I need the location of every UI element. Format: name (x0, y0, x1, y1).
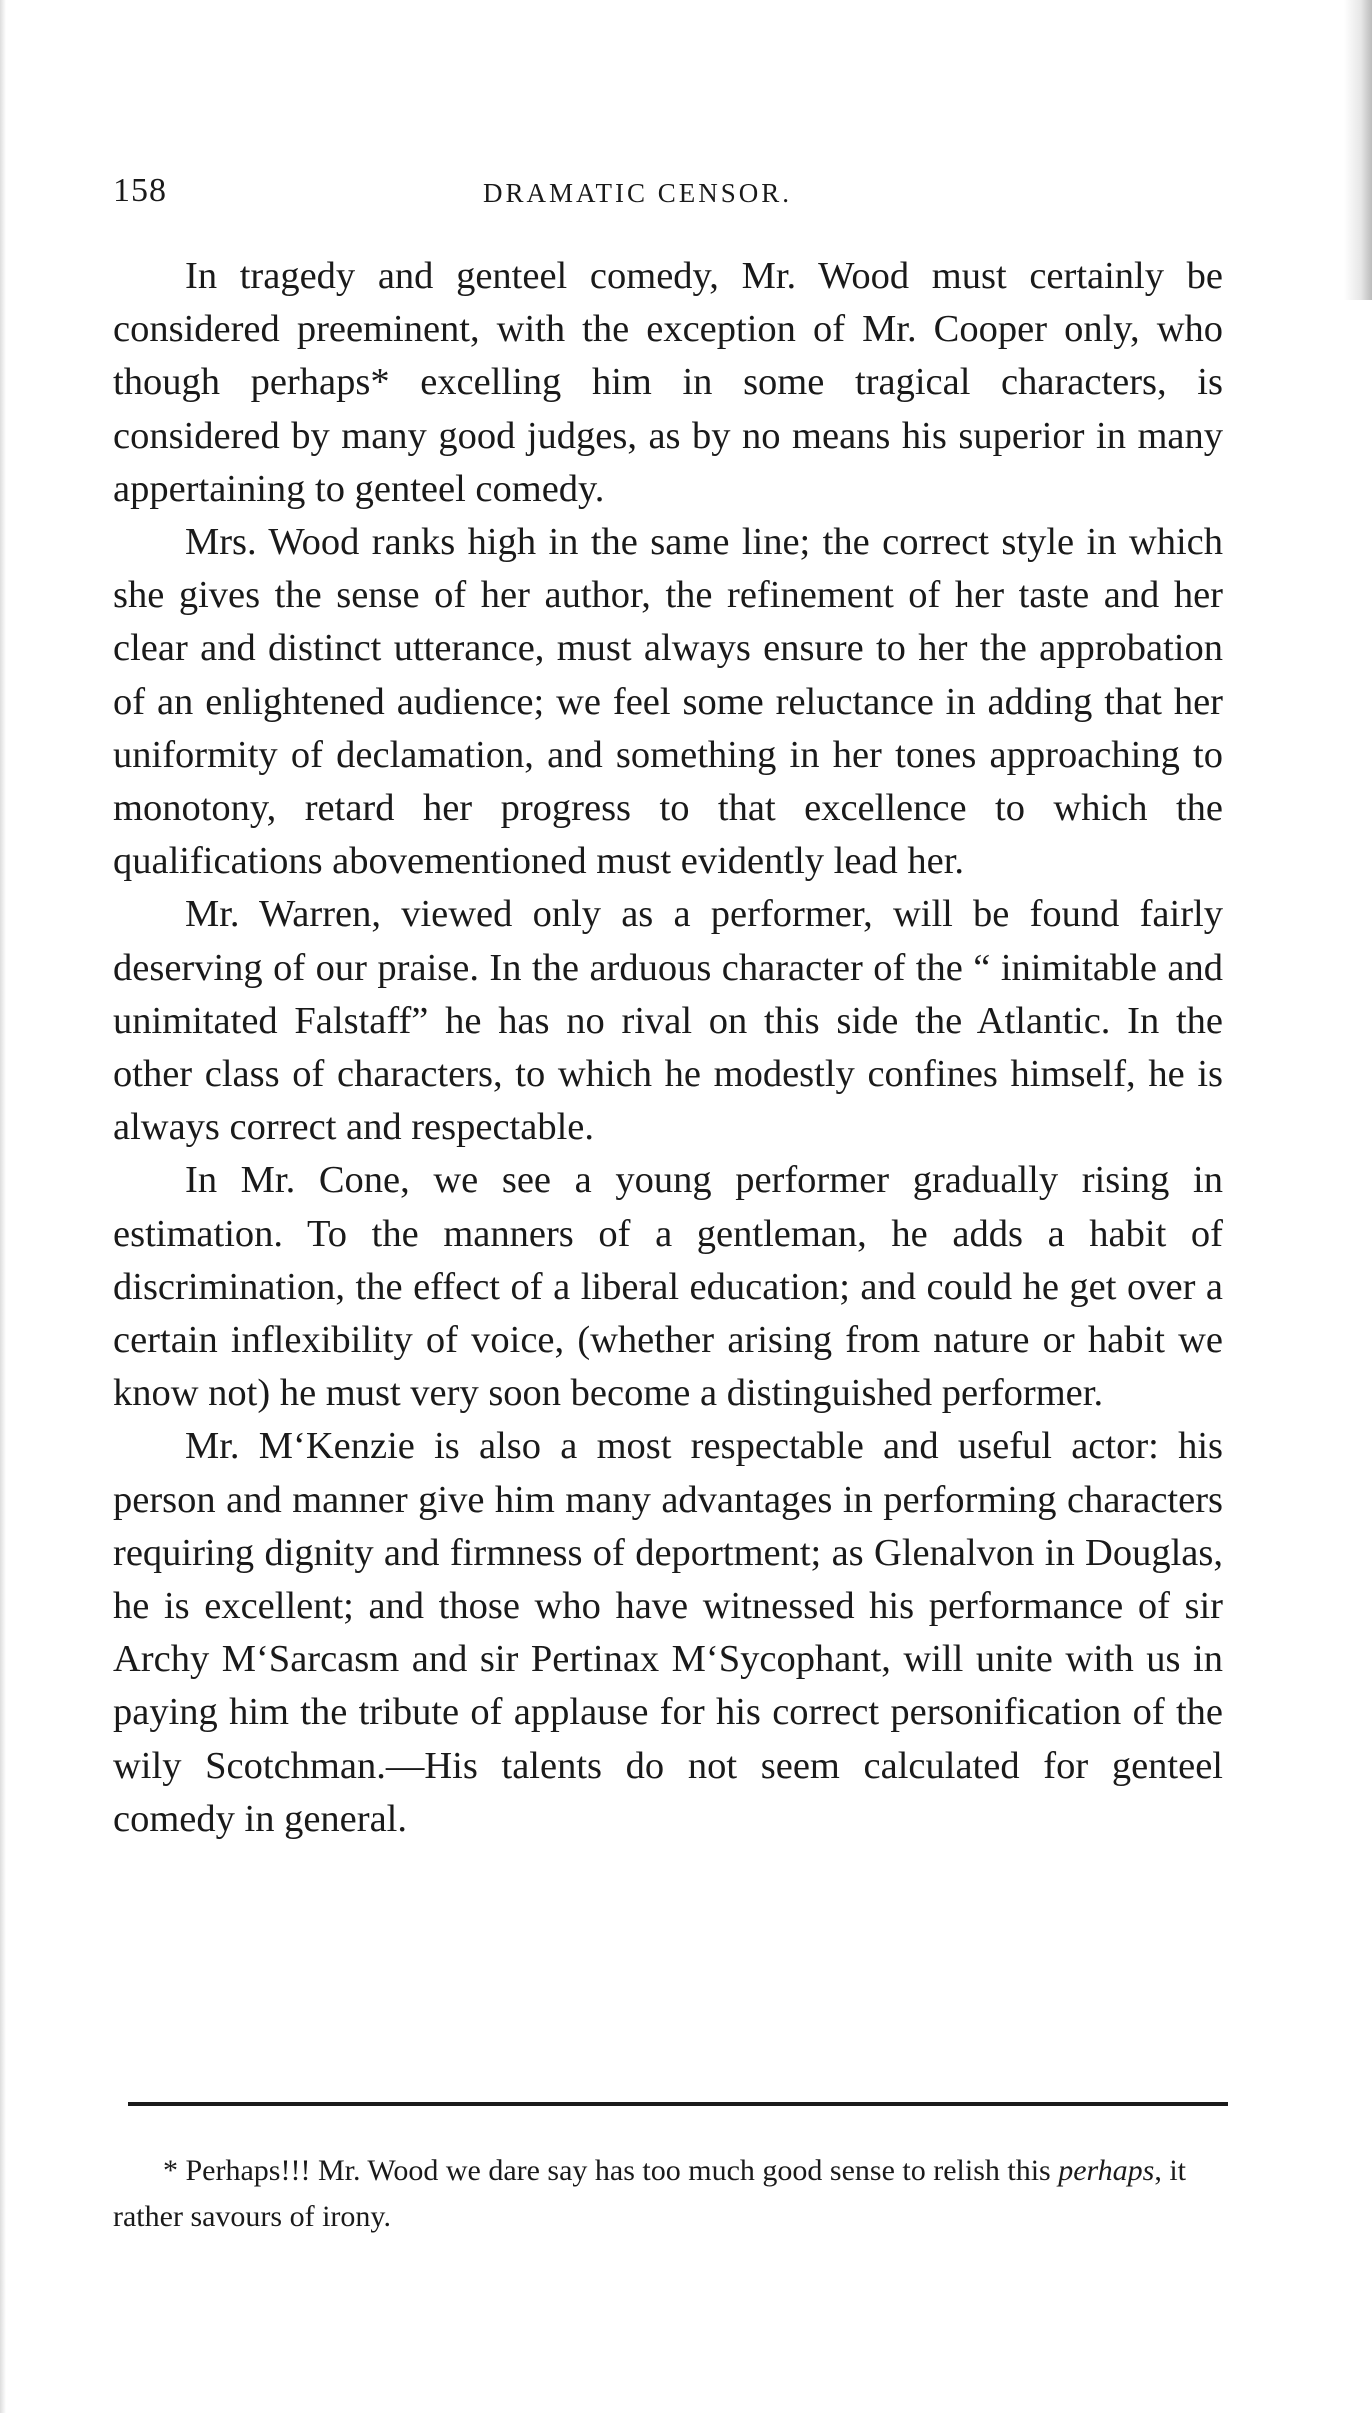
page-number: 158 (113, 172, 167, 209)
running-title: DRAMATIC CENSOR. (483, 178, 793, 208)
footnote-italic-word: perhaps (1058, 2154, 1155, 2187)
page-right-edge-shadow (1344, 0, 1372, 300)
footnote-text-before: * Perhaps!!! Mr. Wood we dare say has too much good sense to relish this (163, 2154, 1059, 2187)
paragraph-wood: In tragedy and genteel comedy, Mr. Wood must certainly be considered preeminent, with the exception of Mr. Cooper only, who though perhaps* excelling him in some tragical characters, is considered by many good judges, as by no means his superior in many appertaining to genteel comedy. (113, 255, 1223, 510)
paragraph-mrs-wood: Mrs. Wood ranks high in the same line; the correct style in which she gives the sense of her author, the refinement of her taste and her clear and distinct utterance, must always ensure to her the approbation of an enlightened audience; we feel some reluctance in adding that her uniformity of declamation, and something in her tones approaching to monotony, retard her progress to that excellence to which the qualifications abovementioned must evidently lead her. (113, 521, 1223, 883)
footnote-rule (128, 2102, 1228, 2106)
paragraph-warren: Mr. Warren, viewed only as a performer, will be found fairly deserving of our praise. In the arduous character of the “ inimitable and unimitated Falstaff” he has no rival on this side the Atlantic. In the other class of characters, to which he modestly confines himself, he is always correct and respectable. (113, 893, 1223, 1149)
page-left-edge-shadow (0, 0, 6, 2413)
footnote (113, 2148, 1223, 2240)
footnote-text-after: , it rather savours of irony. (113, 2154, 1187, 2233)
paragraph-mckenzie: Mr. M‘Kenzie is also a most respectable and useful actor: his person and manner give him many advantages in performing characters requiring dignity and firmness of deportment; as Glenalvon in Douglas, he is excellent; and those who have witnessed his performance of sir Archy M‘Sarcasm and sir Pertinax M‘Sycophant, will unite with us in paying him the tribute of applause for his correct personification of the wily Scotchman.—His talents do not seem calculated for genteel comedy in general. (113, 1425, 1223, 1840)
paragraph-cone: In Mr. Cone, we see a young performer gradually rising in estimation. To the manners of a gentleman, he adds a habit of discrimination, the effect of a liberal education; and could he get over a certain inflexibility of voice, (whether arising from nature or habit we know not) he must very soon become a distinguished performer. (113, 1159, 1223, 1415)
page-header (113, 172, 1223, 222)
body-text (113, 250, 1223, 1846)
